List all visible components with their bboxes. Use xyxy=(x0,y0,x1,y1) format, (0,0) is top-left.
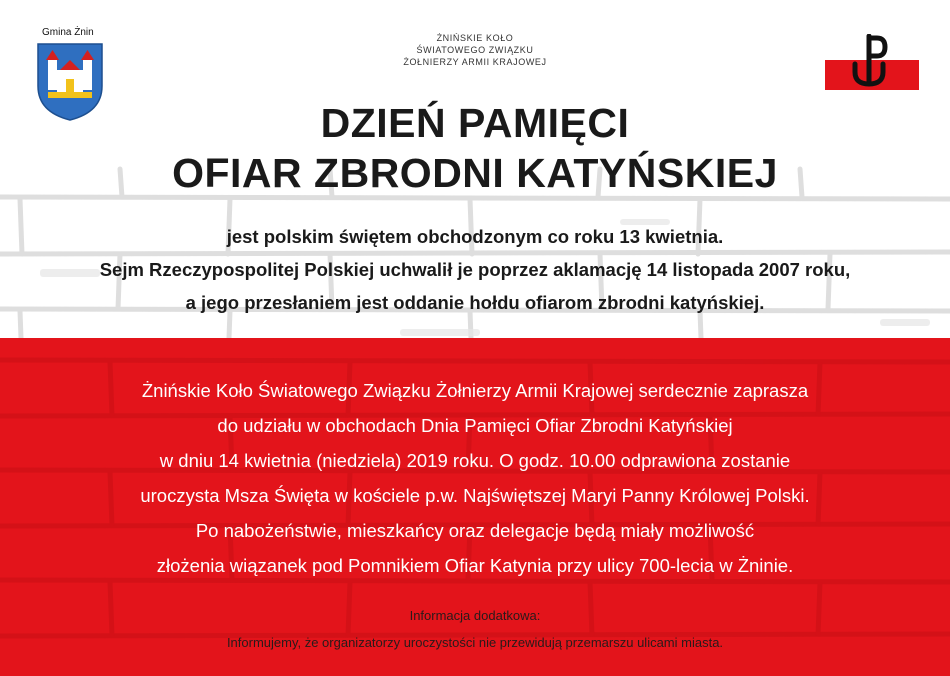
invitation-line-2: do udziału w obchodach Dnia Pamięci Ofiar Zbrodni Katyńskiej xyxy=(217,415,733,436)
additional-info-label: Informacja dodatkowa: xyxy=(409,608,541,623)
additional-info-text: Informujemy, że organizatorzy uroczystości nie przewidują przemarszu ulicami miasta. xyxy=(226,635,724,650)
intro-line-3: a jego przesłaniem jest oddanie hołdu ofiarom zbrodni katyńskiej. xyxy=(185,292,765,313)
intro-paragraph xyxy=(0,220,950,319)
org-line-2: ŚWIATOWEGO ZWIĄZKU xyxy=(416,45,534,55)
title-line-1: DZIEŃ PAMIĘCI xyxy=(320,100,630,146)
organization-header xyxy=(380,32,570,68)
org-line-1: ŻNIŃSKIE KOŁO xyxy=(436,33,514,43)
invitation-line-5: Po nabożeństwie, mieszkańcy oraz delegacje będą miały możliwość xyxy=(195,520,755,541)
invitation-line-1: Żnińskie Koło Światowego Związku Żołnierzy Armii Krajowej serdecznie zaprasza xyxy=(141,380,809,401)
page-title xyxy=(0,98,950,198)
intro-line-2: Sejm Rzeczypospolitej Polskiej uchwalił je poprzez aklamację 14 listopada 2007 roku, xyxy=(99,259,851,280)
kotwica-polska-walczaca-icon xyxy=(825,34,919,90)
invitation-line-3: w dniu 14 kwietnia (niedziela) 2019 roku. O godz. 10.00 odprawiona zostanie xyxy=(159,450,791,471)
invitation-line-4: uroczysta Msza Święta w kościele p.w. Najświętszej Maryi Panny Królowej Polski. xyxy=(140,485,810,506)
intro-line-1: jest polskim świętem obchodzonym co roku 13 kwietnia. xyxy=(226,226,724,247)
gmina-label: Gmina Żnin xyxy=(42,27,94,38)
org-line-3: ŻOŁNIERZY ARMII KRAJOWEJ xyxy=(403,57,547,67)
invitation-paragraph xyxy=(0,373,950,583)
title-line-2: OFIAR ZBRODNI KATYŃSKIEJ xyxy=(172,150,778,196)
invitation-line-6: złożenia wiązanek pod Pomnikiem Ofiar Katynia przy ulicy 700-lecia w Żninie. xyxy=(156,555,794,576)
